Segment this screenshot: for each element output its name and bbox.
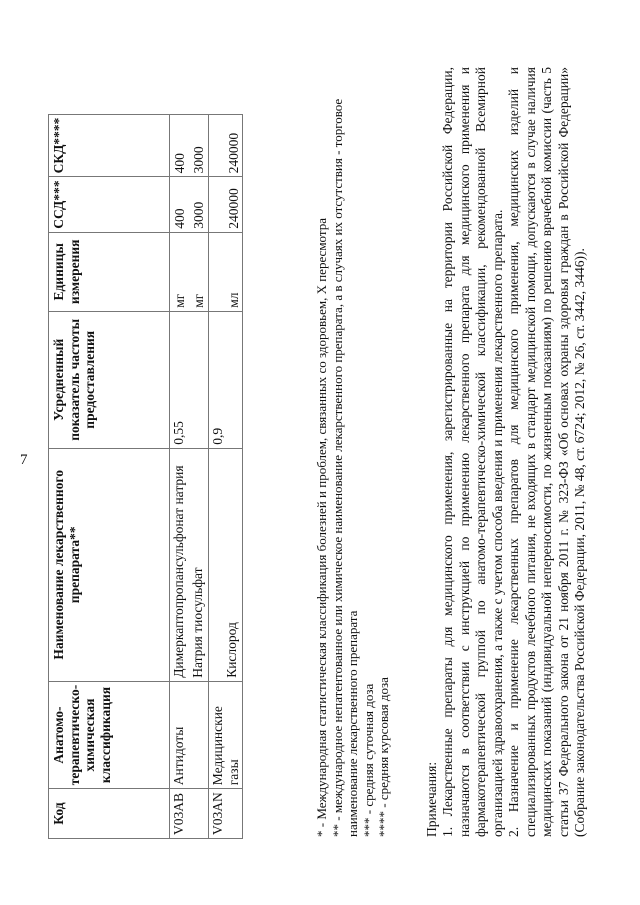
table-row	[170, 114, 190, 838]
header-atc: Анатомо-терапевтическо-химическая классификация	[49, 681, 170, 788]
cell-atc: Антидоты	[170, 681, 209, 788]
header-ssd: ССД***	[49, 177, 170, 232]
page-number: 7	[20, 452, 28, 468]
footnotes	[314, 67, 392, 837]
cell-drug-name-text: Натрия тиосульфат	[190, 567, 205, 678]
footnote-3: *** - средняя суточная доза	[360, 683, 376, 837]
footnote-2: ** - международное непатентованное или химическое наименование лекарственного препарата, а в случаях их отсутствия - торговое наименование лекарственного препарата	[329, 98, 361, 837]
header-unit: Единицы измерения	[49, 232, 170, 311]
table-row	[209, 114, 243, 838]
cell-skd: 240000	[209, 114, 243, 177]
cell-ssd: 400	[170, 177, 190, 232]
page-content	[40, 55, 600, 845]
cell-drug-name-text: Димеркаптопропансульфонат натрия	[171, 465, 186, 678]
cell-drug-name-text: Кислород	[224, 622, 239, 678]
rotated-page	[40, 55, 600, 845]
cell-frequency: 0,55	[170, 311, 209, 448]
notes-section	[424, 67, 589, 837]
cell-unit: мл	[209, 232, 243, 311]
header-skd: СКД****	[49, 114, 170, 177]
cell-ssd: 3000	[189, 177, 209, 232]
cell-frequency: 0,9	[209, 311, 243, 448]
table-header-row	[49, 114, 170, 838]
cell-drug-name	[209, 448, 243, 681]
footnote-4: **** - средняя курсовая доза	[376, 677, 392, 837]
cell-unit: мг	[189, 232, 209, 311]
cell-drug-name	[189, 448, 209, 681]
cell-atc: Медицинские газы	[209, 681, 243, 788]
cell-drug-name	[170, 448, 190, 681]
cell-code: V03AB	[170, 789, 209, 839]
header-code: Код	[49, 789, 170, 839]
note-1: 1. Лекарственные препараты для медицинского применения, зарегистрированные на территории Российской Федерации, назначаются в соответствии с инструкцией по применению лекарственного препарата для медицинского применения и фармакотерапевтической группой по анатомо-терапевтическо-химической классификации, рекомендованной Всемирной организацией здравоохранения, а также с учетом способа введения и применения лекарственного препарата.	[440, 67, 505, 837]
medication-table	[48, 114, 243, 839]
footnote-1: * - Международная статистическая классификация болезней и проблем, связанных со здоровьем, X пересмотра	[314, 218, 329, 837]
header-drug-name: Наименование лекарственного препарата**	[49, 448, 170, 681]
notes-title: Примечания:	[424, 761, 439, 837]
header-frequency: Усредненный показатель частоты предоставления	[49, 311, 170, 448]
cell-ssd: 240000	[209, 177, 243, 232]
note-2: 2. Назначение и применение лекарственных препаратов для медицинского применения, медицинских изделий и специализированных продуктов лечебного питания, не входящих в стандарт медицинской помощи, допускаются в случае наличия медицинских показаний (индивидуальной непереносимости, по жизненным показаниям) по решению врачебной комиссии (часть 5 статьи 37 Федерального закона от 21 ноября 2011 г. № 323-ФЗ «Об основах охраны здоровья граждан в Российской Федерации» (Собрание законодательства Российской Федерации, 2011, № 48, ст. 6724; 2012, № 26, ст. 3442, 3446)).	[506, 67, 588, 837]
cell-skd: 400	[170, 114, 190, 177]
cell-skd: 3000	[189, 114, 209, 177]
cell-code: V03AN	[209, 789, 243, 839]
cell-unit: мг	[170, 232, 190, 311]
